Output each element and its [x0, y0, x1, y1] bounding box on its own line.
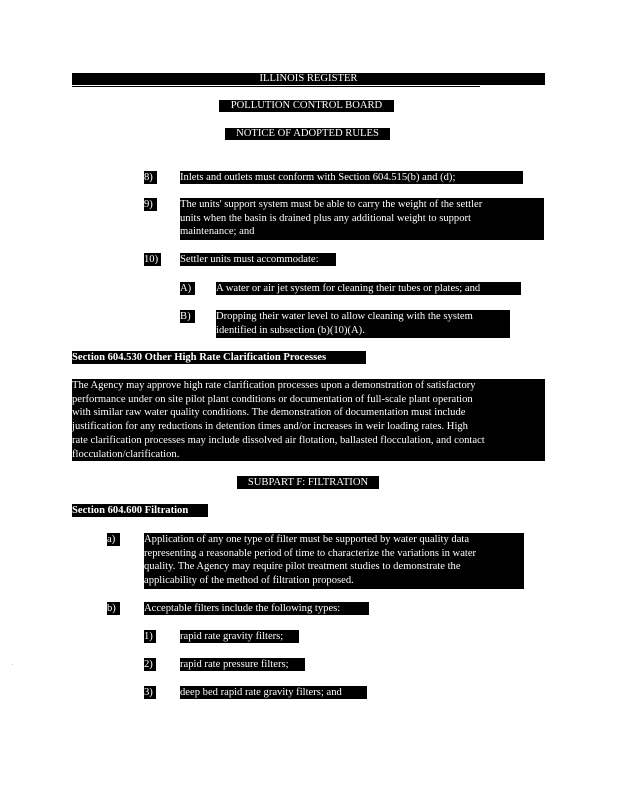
item-a-number: a) — [107, 533, 120, 546]
item-9-line-2: units when the basin is drained plus any additional weight to support — [180, 212, 471, 224]
item-B-line-2: identified in subsection (b)(10)(A). — [216, 324, 365, 336]
item-b-number: b) — [107, 602, 120, 615]
item-b-text: Acceptable filters include the following types: — [144, 602, 369, 615]
item-a-line-1: Application of any one type of filter must be supported by water quality data — [144, 534, 470, 545]
section-530-line-3: with similar raw water quality conditions. The demonstration of documentation must include — [72, 407, 466, 419]
item-8-text: Inlets and outlets must conform with Section 604.515(b) and (d); — [180, 171, 523, 184]
item-A-text: A water or air jet system for cleaning their tubes or plates; and — [216, 282, 521, 295]
item-9-text — [180, 198, 544, 240]
section-530-line-1: The Agency may approve high rate clarification processes upon a demonstration of satisfactory — [72, 380, 476, 391]
header-rule — [72, 86, 480, 87]
item-A-number: A) — [180, 282, 195, 295]
item-B-number: B) — [180, 310, 195, 323]
item-10-text: Settler units must accommodate: — [180, 253, 336, 266]
item-a-line-4: applicability of the method of filtration proposed. — [144, 575, 354, 587]
item-b2-text: rapid rate pressure filters; — [180, 658, 305, 671]
scan-speck — [12, 664, 13, 665]
item-a-line-3: quality. The Agency may require pilot treatment studies to demonstrate the — [144, 561, 461, 573]
notice-title: NOTICE OF ADOPTED RULES — [225, 128, 390, 140]
item-a-line-2: representing a reasonable period of time to characterize the variations in water — [144, 547, 477, 559]
item-b1-number: 1) — [144, 630, 156, 643]
item-B-text — [216, 310, 510, 338]
item-B-line-1: Dropping their water level to allow cleaning with the system — [216, 311, 473, 322]
item-a-text — [144, 533, 524, 589]
section-530-heading: Section 604.530 Other High Rate Clarification Processes — [72, 351, 366, 364]
item-10-number: 10) — [144, 253, 161, 266]
item-9-number: 9) — [144, 198, 157, 211]
item-9-line-1: The units' support system must be able to carry the weight of the settler — [180, 199, 483, 210]
section-530-line-4: justification for any reductions in detention times and/or increases in weir loading rates. High — [72, 421, 468, 433]
subpart-f-title: SUBPART F: FILTRATION — [237, 476, 379, 489]
section-530-line-6: flocculation/clarification. — [72, 448, 180, 460]
register-title: ILLINOIS REGISTER — [72, 73, 545, 85]
item-b3-text: deep bed rapid rate gravity filters; and — [180, 686, 367, 699]
section-530-line-5: rate clarification processes may include dissolved air flotation, ballasted flocculation, and contact — [72, 434, 485, 446]
item-9-line-3: maintenance; and — [180, 226, 255, 238]
section-530-paragraph — [72, 379, 545, 461]
section-600-heading: Section 604.600 Filtration — [72, 504, 208, 517]
item-b2-number: 2) — [144, 658, 156, 671]
item-8-number: 8) — [144, 171, 157, 184]
board-title: POLLUTION CONTROL BOARD — [219, 100, 394, 112]
item-b3-number: 3) — [144, 686, 156, 699]
item-b1-text: rapid rate gravity filters; — [180, 630, 299, 643]
section-530-line-2: performance under on site pilot plant conditions or documentation of full-scale plant operation — [72, 393, 473, 405]
